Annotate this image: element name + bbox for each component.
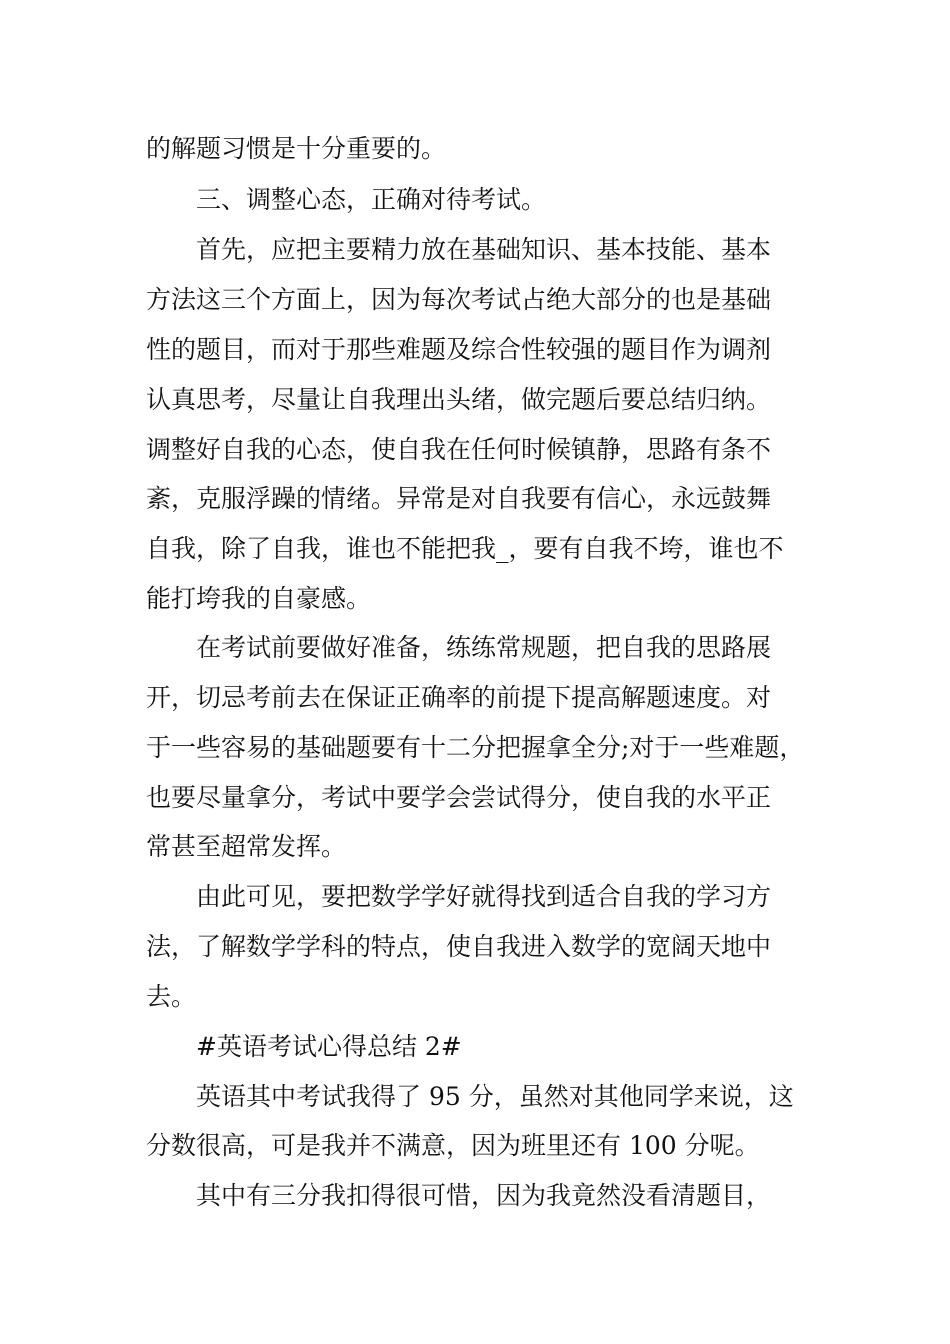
section-heading: 三、调整心态，正确对待考试。 [196, 185, 547, 214]
section-title: #英语考试心得总结 2# [196, 1032, 462, 1061]
text-line: 开，切忌考前去在保证正确率的前提下提高解题速度。对 [146, 683, 772, 712]
text-line: 能打垮我的自豪感。 [146, 584, 372, 613]
text-line: 常甚至超常发挥。 [146, 832, 347, 861]
text-line: 由此可见，要把数学学好就得找到适合自我的学习方 [196, 882, 772, 911]
text-line: 在考试前要做好准备，练练常规题，把自我的思路展 [196, 633, 772, 662]
text-line: 其中有三分我扣得很可惜，因为我竟然没看清题目， [196, 1181, 772, 1210]
text-line: 英语其中考试我得了 95 分，虽然对其他同学来说，这 [196, 1082, 794, 1111]
text-line: 方法这三个方面上，因为每次考试占绝大部分的也是基础 [146, 285, 772, 314]
text-line: 认真思考，尽量让自我理出头绪，做完题后要总结归纳。 [146, 385, 772, 414]
text-line: 于一些容易的基础题要有十二分把握拿全分;对于一些难题， [146, 733, 805, 762]
text-line: 自我，除了自我，谁也不能把我_，要有自我不垮，谁也不 [146, 534, 784, 563]
text-line: 性的题目，而对于那些难题及综合性较强的题目作为调剂 [146, 335, 772, 364]
text-line: 调整好自我的心态，使自我在任何时候镇静，思路有条不 [146, 435, 772, 464]
text-line: 紊，克服浮躁的情绪。异常是对自我要有信心，永远鼓舞 [146, 484, 772, 513]
text-line: 去。 [146, 982, 197, 1011]
text-line: 分数很高，可是我并不满意，因为班里还有 100 分呢。 [146, 1131, 760, 1160]
text-line: 法，了解数学学科的特点，使自我进入数学的宽阔天地中 [146, 932, 772, 961]
text-line: 的解题习惯是十分重要的。 [146, 134, 447, 163]
text-line: 首先，应把主要精力放在基础知识、基本技能、基本 [196, 235, 772, 264]
text-line: 也要尽量拿分，考试中要学会尝试得分，使自我的水平正 [146, 783, 772, 812]
